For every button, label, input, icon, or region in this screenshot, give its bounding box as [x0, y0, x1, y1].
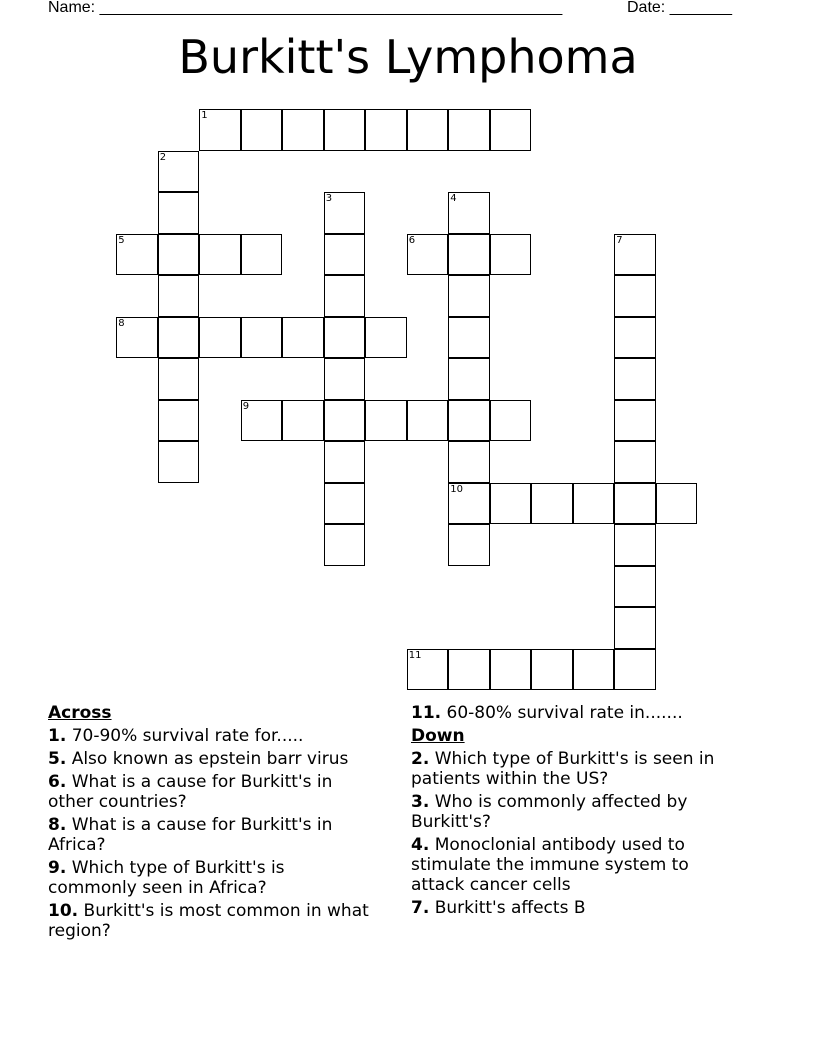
- grid-cell[interactable]: [490, 483, 532, 525]
- clue-across-11: 11. 60-80% survival rate in.......: [411, 703, 683, 723]
- grid-cell[interactable]: [407, 649, 449, 691]
- grid-cell[interactable]: [407, 400, 449, 442]
- cell-number: 3: [325, 193, 333, 205]
- grid-cell[interactable]: [324, 441, 366, 483]
- grid-cell[interactable]: [199, 234, 241, 276]
- cell-number: 5: [118, 234, 125, 246]
- grid-cell[interactable]: [448, 400, 490, 442]
- grid-cell[interactable]: [614, 649, 656, 691]
- grid-cell[interactable]: [448, 317, 490, 359]
- grid-cell[interactable]: [614, 275, 656, 317]
- grid-cell[interactable]: [614, 607, 656, 649]
- grid-cell[interactable]: [448, 109, 490, 151]
- grid-cell[interactable]: [116, 234, 158, 276]
- cell-number: 2: [159, 151, 167, 163]
- grid-cell[interactable]: [614, 234, 656, 276]
- clue-across-1: 1. 70-90% survival rate for.....: [48, 726, 304, 746]
- grid-cell[interactable]: [448, 524, 490, 566]
- clue-across-9: 9. Which type of Burkitt's is commonly seen in Africa?: [48, 858, 285, 898]
- grid-cell[interactable]: [324, 400, 366, 442]
- date-field-label: Date: _______: [627, 0, 732, 16]
- grid-cell[interactable]: [324, 275, 366, 317]
- grid-cell[interactable]: [158, 358, 200, 400]
- clues-right-column: [411, 703, 756, 921]
- clue-down-3: 3. Who is commonly affected by Burkitt's?: [411, 792, 688, 832]
- grid-cell[interactable]: [282, 317, 324, 359]
- grid-cell[interactable]: [448, 483, 490, 525]
- grid-cell[interactable]: [614, 566, 656, 608]
- puzzle-title: Burkitt's Lymphoma: [178, 30, 638, 84]
- down-heading: Down: [411, 726, 465, 746]
- grid-cell[interactable]: [158, 151, 200, 193]
- cell-number: 6: [408, 234, 416, 246]
- clue-across-10: 10. Burkitt's is most common in what region?: [48, 901, 369, 941]
- grid-cell[interactable]: [490, 400, 532, 442]
- grid-cell[interactable]: [490, 649, 532, 691]
- grid-cell[interactable]: [324, 192, 366, 234]
- grid-cell[interactable]: [573, 649, 615, 691]
- grid-cell[interactable]: [614, 400, 656, 442]
- cell-number: 9: [242, 400, 250, 412]
- grid-cell[interactable]: [448, 275, 490, 317]
- grid-cell[interactable]: [116, 317, 158, 359]
- grid-cell[interactable]: [158, 441, 200, 483]
- grid-cell[interactable]: [656, 483, 698, 525]
- across-heading: Across: [48, 703, 112, 723]
- grid-cell[interactable]: [490, 109, 532, 151]
- clue-across-8: 8. What is a cause for Burkitt's in Africa?: [48, 815, 333, 855]
- grid-cell[interactable]: [573, 483, 615, 525]
- grid-cell[interactable]: [614, 483, 656, 525]
- grid-cell[interactable]: [448, 358, 490, 400]
- grid-cell[interactable]: [158, 275, 200, 317]
- grid-cell[interactable]: [531, 483, 573, 525]
- grid-cell[interactable]: [614, 358, 656, 400]
- grid-cell[interactable]: [614, 317, 656, 359]
- cell-number: 1: [201, 110, 208, 122]
- clue-across-6: 6. What is a cause for Burkitt's in other countries?: [48, 772, 333, 812]
- grid-cell[interactable]: [614, 524, 656, 566]
- grid-cell[interactable]: [158, 317, 200, 359]
- name-field-label: Name: ____________________________________________________: [48, 0, 563, 16]
- grid-cell[interactable]: [324, 358, 366, 400]
- grid-cell[interactable]: [365, 317, 407, 359]
- grid-cell[interactable]: [490, 234, 532, 276]
- grid-cell[interactable]: [531, 649, 573, 691]
- grid-cell[interactable]: [282, 400, 324, 442]
- cell-number: 10: [450, 483, 463, 495]
- grid-cell[interactable]: [324, 109, 366, 151]
- grid-cell[interactable]: [365, 400, 407, 442]
- grid-cell[interactable]: [241, 400, 283, 442]
- grid-cell[interactable]: [241, 109, 283, 151]
- grid-cell[interactable]: [241, 317, 283, 359]
- grid-cell[interactable]: [407, 234, 449, 276]
- grid-cell[interactable]: [241, 234, 283, 276]
- clue-down-4: 4. Monoclonial antibody used to stimulate the immune system to attack cancer cells: [411, 835, 689, 895]
- clues-left-column: [48, 703, 398, 944]
- grid-cell[interactable]: [158, 234, 200, 276]
- cell-number: 11: [408, 649, 422, 661]
- grid-cell[interactable]: [365, 109, 407, 151]
- grid-cell[interactable]: [448, 192, 490, 234]
- cell-number: 4: [450, 193, 457, 205]
- grid-cell[interactable]: [282, 109, 324, 151]
- grid-cell[interactable]: [199, 317, 241, 359]
- grid-cell[interactable]: [199, 109, 241, 151]
- cell-number: 8: [118, 317, 125, 329]
- clue-across-5: 5. Also known as epstein barr virus: [48, 749, 349, 769]
- grid-cell[interactable]: [324, 317, 366, 359]
- clue-down-7: 7. Burkitt's affects B: [411, 898, 586, 918]
- grid-cell[interactable]: [614, 441, 656, 483]
- grid-cell[interactable]: [448, 234, 490, 276]
- grid-cell[interactable]: [448, 649, 490, 691]
- grid-cell[interactable]: [158, 400, 200, 442]
- grid-cell[interactable]: [448, 441, 490, 483]
- grid-cell[interactable]: [407, 109, 449, 151]
- grid-cell[interactable]: [324, 234, 366, 276]
- grid-cell[interactable]: [158, 192, 200, 234]
- cell-number: 7: [616, 234, 623, 246]
- grid-cell[interactable]: [324, 483, 366, 525]
- grid-cell[interactable]: [324, 524, 366, 566]
- clue-down-2: 2. Which type of Burkitt's is seen in patients within the US?: [411, 749, 715, 789]
